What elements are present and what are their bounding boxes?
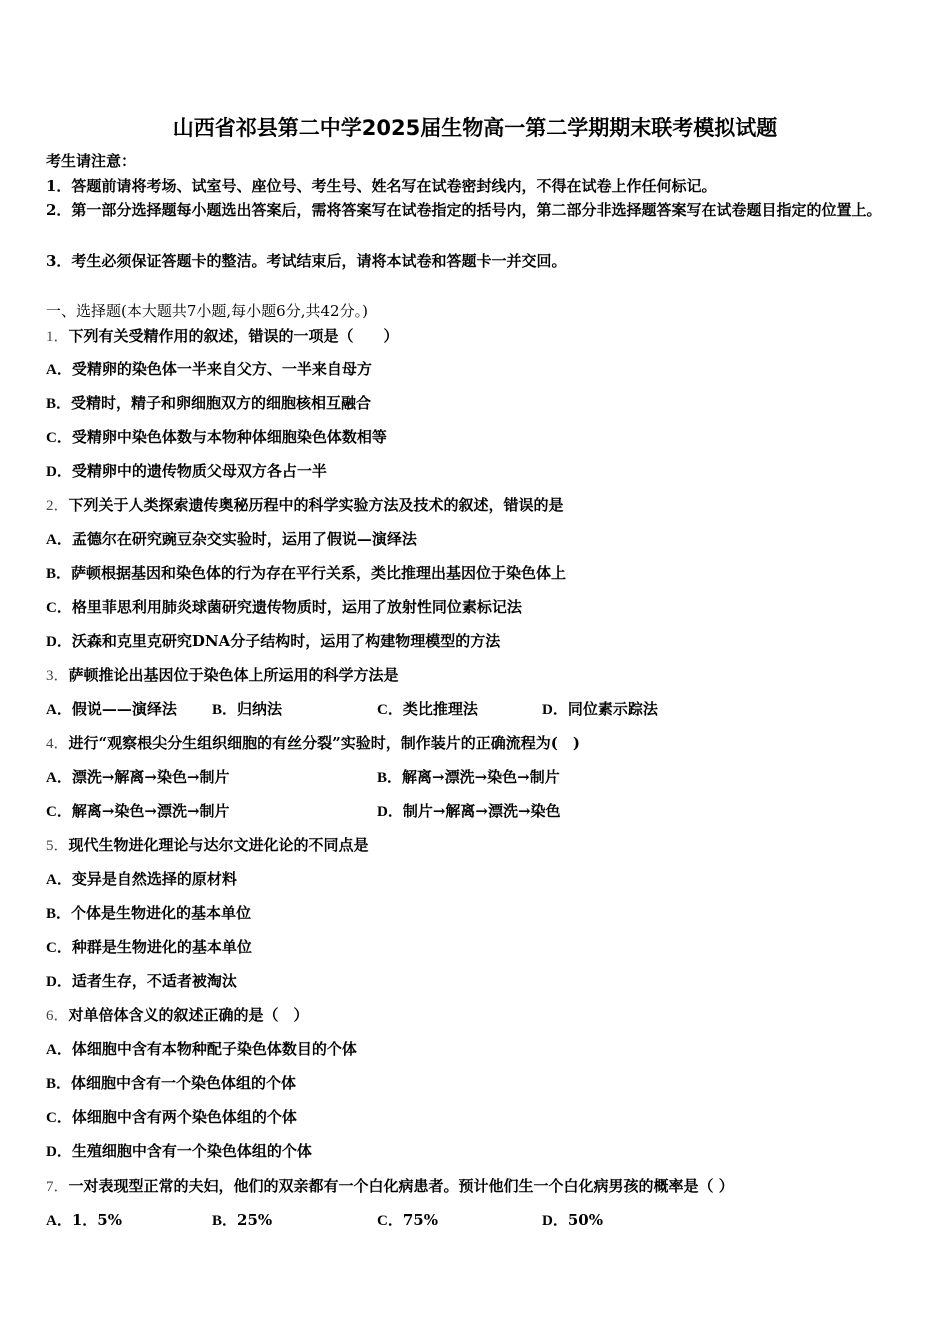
question-number: 3．	[46, 668, 69, 684]
options-row-3	[46, 700, 896, 720]
question-number: 4．	[46, 736, 69, 752]
option-1c	[46, 428, 387, 447]
option-text: 50%	[567, 1211, 603, 1229]
option-text: 受精时，精子和卵细胞双方的细胞核相互融合	[71, 394, 372, 412]
option-text: 解离→漂洗→染色→制片	[402, 768, 560, 786]
option-letter: A．	[46, 362, 72, 378]
option-letter: C．	[46, 1110, 72, 1126]
question-5	[46, 836, 369, 855]
question-4	[46, 734, 580, 753]
option-letter: D．	[542, 702, 568, 718]
option-4a	[46, 768, 230, 787]
question-stem: 下列关于人类探索遗传奥秘历程中的科学实验方法及技术的叙述，错误的是	[68, 496, 564, 514]
option-text: 解离→染色→漂洗→制片	[71, 802, 230, 820]
option-6b	[46, 1074, 296, 1093]
question-7	[46, 1177, 734, 1196]
option-5c	[46, 938, 252, 957]
options-row-4b	[46, 802, 896, 822]
question-3	[46, 666, 399, 685]
option-2a	[46, 530, 417, 549]
option-3c	[377, 700, 478, 719]
option-text: 萨顿根据基因和染色体的行为存在平行关系，类比推理出基因位于染色体上	[71, 564, 567, 582]
question-stem: 一对表现型正常的夫妇，他们的双亲都有一个白化病患者。预计他们生一个白化病男孩的概率是（ ）	[68, 1177, 734, 1195]
option-3d	[542, 700, 658, 719]
option-text: 种群是生物进化的基本单位	[71, 938, 252, 956]
option-text: 类比推理法	[402, 700, 478, 718]
option-6a	[46, 1040, 357, 1059]
option-text: 体细胞中含有两个染色体组的个体	[71, 1108, 297, 1126]
option-2d	[46, 632, 500, 651]
option-letter: A．	[46, 1042, 72, 1058]
notice-item-1: 1．答题前请将考场、试室号、座位号、考生号、姓名写在试卷密封线内，不得在试卷上作任何标记。	[46, 177, 717, 195]
option-7a	[46, 1211, 122, 1230]
option-letter: B．	[46, 396, 72, 412]
option-text: 1．5%	[71, 1211, 122, 1229]
question-stem: 萨顿推论出基因位于染色体上所运用的科学方法是	[68, 666, 399, 684]
option-letter: A．	[46, 1213, 72, 1229]
option-text: 变异是自然选择的原材料	[71, 870, 237, 888]
option-text: 漂洗→解离→染色→制片	[71, 768, 230, 786]
option-text: 体细胞中含有一个染色体组的个体	[71, 1074, 297, 1092]
option-4d	[377, 802, 561, 821]
option-3b	[212, 700, 282, 719]
option-letter: B．	[212, 702, 238, 718]
option-1a	[46, 360, 372, 379]
option-text: 沃森和克里克研究DNA分子结构时，运用了构建物理模型的方法	[71, 632, 501, 650]
option-letter: B．	[46, 906, 72, 922]
option-6c	[46, 1108, 297, 1127]
option-text: 制片→解离→漂洗→染色	[402, 802, 561, 820]
question-number: 1．	[46, 329, 69, 345]
question-stem: 进行“观察根尖分生组织细胞的有丝分裂”实验时，制作装片的正确流程为( )	[68, 734, 580, 752]
question-number: 2．	[46, 498, 69, 514]
option-text: 75%	[402, 1211, 438, 1229]
option-text: 适者生存，不适者被淘汰	[71, 972, 237, 990]
option-letter: D．	[46, 974, 72, 990]
options-row-4a	[46, 768, 896, 788]
page-title: 山西省祁县第二中学2025届生物高一第二学期期末联考模拟试题	[172, 116, 778, 140]
option-letter: C．	[46, 804, 72, 820]
option-7c	[377, 1211, 438, 1230]
option-text: 受精卵中染色体数与本物种体细胞染色体数相等	[71, 428, 387, 446]
option-letter: A．	[46, 532, 72, 548]
question-number: 6．	[46, 1008, 69, 1024]
option-text: 同位素示踪法	[567, 700, 658, 718]
options-row-7	[46, 1211, 896, 1231]
option-letter: C．	[377, 1213, 403, 1229]
option-2c	[46, 598, 522, 617]
option-letter: D．	[542, 1213, 568, 1229]
option-letter: A．	[46, 770, 72, 786]
option-text: 体细胞中含有本物种配子染色体数目的个体	[71, 1040, 357, 1058]
question-stem: 下列有关受精作用的叙述，错误的一项是（ ）	[68, 327, 399, 345]
option-5d	[46, 972, 237, 991]
option-4b	[377, 768, 560, 787]
notice-heading: 考生请注意：	[46, 152, 137, 170]
option-letter: C．	[46, 600, 72, 616]
option-text: 受精卵中的遗传物质父母双方各占一半	[71, 462, 327, 480]
question-1	[46, 327, 399, 346]
option-text: 归纳法	[237, 700, 283, 718]
option-5a	[46, 870, 237, 889]
notice-item-2: 2．第一部分选择题每小题选出答案后，需将答案写在试卷指定的括号内，第二部分非选择题答案写在试卷题目指定的位置上。	[46, 201, 882, 219]
option-3a	[46, 700, 177, 719]
option-text: 生殖细胞中含有一个染色体组的个体	[71, 1142, 312, 1160]
option-text: 25%	[237, 1211, 273, 1229]
option-text: 假说——演绎法	[71, 700, 177, 718]
option-2b	[46, 564, 566, 583]
option-letter: D．	[46, 1144, 72, 1160]
option-4c	[46, 802, 230, 821]
question-number: 7．	[46, 1179, 69, 1195]
option-5b	[46, 904, 251, 923]
option-letter: B．	[377, 770, 403, 786]
option-letter: C．	[46, 430, 72, 446]
option-letter: D．	[46, 634, 72, 650]
question-6	[46, 1006, 309, 1025]
option-letter: A．	[46, 872, 72, 888]
option-letter: C．	[377, 702, 403, 718]
option-text: 孟德尔在研究豌豆杂交实验时，运用了假说—演绎法	[71, 530, 417, 548]
question-stem: 对单倍体含义的叙述正确的是（ ）	[68, 1006, 309, 1024]
option-letter: B．	[46, 566, 72, 582]
option-1d	[46, 462, 327, 481]
option-letter: D．	[377, 804, 403, 820]
question-stem: 现代生物进化理论与达尔文进化论的不同点是	[68, 836, 369, 854]
section-heading: 一、选择题(本大题共7小题,每小题6分,共42分。)	[46, 302, 368, 320]
notice-item-3: 3．考生必须保证答题卡的整洁。考试结束后，请将本试卷和答题卡一并交回。	[46, 252, 567, 270]
option-6d	[46, 1142, 312, 1161]
option-1b	[46, 394, 371, 413]
option-text: 格里菲思利用肺炎球菌研究遗传物质时，运用了放射性同位素标记法	[71, 598, 522, 616]
option-7b	[212, 1211, 272, 1230]
option-letter: A．	[46, 702, 72, 718]
option-letter: B．	[46, 1076, 72, 1092]
question-number: 5．	[46, 838, 69, 854]
question-2	[46, 496, 564, 515]
option-text: 受精卵的染色体一半来自父方、一半来自母方	[71, 360, 372, 378]
option-letter: C．	[46, 940, 72, 956]
option-text: 个体是生物进化的基本单位	[71, 904, 252, 922]
option-letter: D．	[46, 464, 72, 480]
option-7d	[542, 1211, 603, 1230]
option-letter: B．	[212, 1213, 238, 1229]
